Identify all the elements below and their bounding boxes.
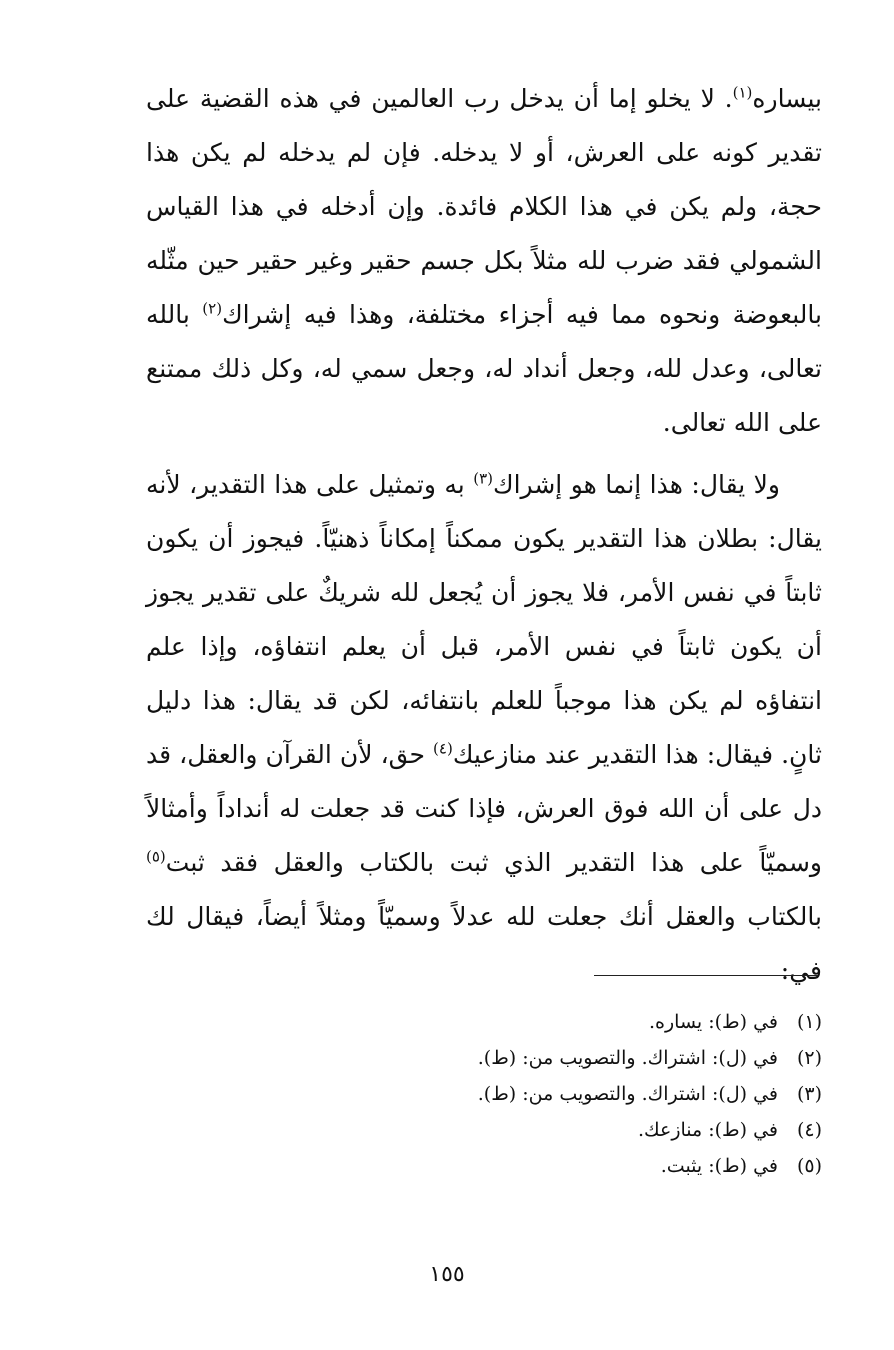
- page-number: ١٥٥: [429, 1262, 465, 1287]
- footnote-number: (٢): [796, 1047, 822, 1069]
- footnote: [222, 1148, 822, 1184]
- body-text: بالكتاب والعقل أنك جعلت لله عدلاً وسميّاً ومثلاً أيضاً، فيقال لك في:: [146, 902, 822, 985]
- footnote-number: (١): [796, 1011, 822, 1033]
- footnote-ref: (٥): [146, 847, 166, 866]
- footnote-text: في (ط): يثبت.: [660, 1155, 778, 1177]
- footnote-text: في (ل): اشتراك. والتصويب من: (ط).: [477, 1083, 778, 1105]
- footnote-text: في (ط): منازعك.: [637, 1119, 778, 1141]
- footnote-number: (٥): [796, 1155, 822, 1177]
- paragraph: [146, 72, 822, 450]
- footnote-number: (٤): [796, 1119, 822, 1141]
- footnote-number: (٣): [796, 1083, 822, 1105]
- footnote: [222, 1004, 822, 1040]
- footnotes: [222, 1004, 822, 1184]
- body-text: به وتمثيل على هذا التقدير، لأنه يقال: بطلان هذا التقدير يكون ممكناً إمكاناً ذهنيّاً. فيجوز أن يكون ثابتاً في نفس الأمر، فلا يجوز أن يُجعل لله شريكٌ على تقدير يجوز أن يكون ثابتاً في نفس الأمر، قبل أن يعلم انتفاؤه، وإذا علم انتفاؤه لم يكن هذا موجباً للعلم بانتفائه، لكن قد يقال: هذا دليل ثانٍ. فيقال: هذا التقدير عند منازعيك: [146, 470, 822, 769]
- footnote: [222, 1112, 822, 1148]
- body-text: حق، لأن القرآن والعقل، قد دل على أن الله فوق العرش، فإذا كنت قد جعلت له أنداداً وأمثالاً وسميّاً على هذا التقدير الذي ثبت بالكتاب والعقل فقد ثبت: [146, 740, 822, 877]
- footnote-ref: (١): [732, 83, 753, 102]
- body-text: بيساره: [752, 84, 822, 113]
- footnote-text: في (ل): اشتراك. والتصويب من: (ط).: [477, 1047, 778, 1069]
- main-text: [146, 72, 822, 998]
- footnote: [222, 1076, 822, 1112]
- body-text: . لا يخلو إما أن يدخل رب العالمين في هذه القضية على تقدير كونه على العرش، أو لا يدخله. فإن لم يدخله لم يكن هذا حجة، ولم يكن في هذا الكلام فائدة. وإن أدخله في هذا القياس الشمولي فقد ضرب لله مثلاً بكل جسم حقير وغير حقير حين مثّله بالبعوضة ونحوه مما فيه أجزاء مختلفة، وهذا فيه إشراك: [146, 84, 822, 329]
- paragraph: [146, 458, 822, 998]
- body-text: بالله تعالى، وعدل لله، وجعل أنداد له، وجعل سمي له، وكل ذلك ممتنع على الله تعالى.: [146, 300, 822, 437]
- footnote-text: في (ط): يساره.: [649, 1011, 778, 1033]
- footnote: [222, 1040, 822, 1076]
- footnote-ref: (٣): [473, 469, 493, 488]
- footnote-ref: (٢): [202, 299, 223, 318]
- body-text: ولا يقال: هذا إنما هو إشراك: [493, 470, 780, 499]
- footnote-ref: (٤): [433, 739, 453, 758]
- footnote-separator: [594, 975, 818, 976]
